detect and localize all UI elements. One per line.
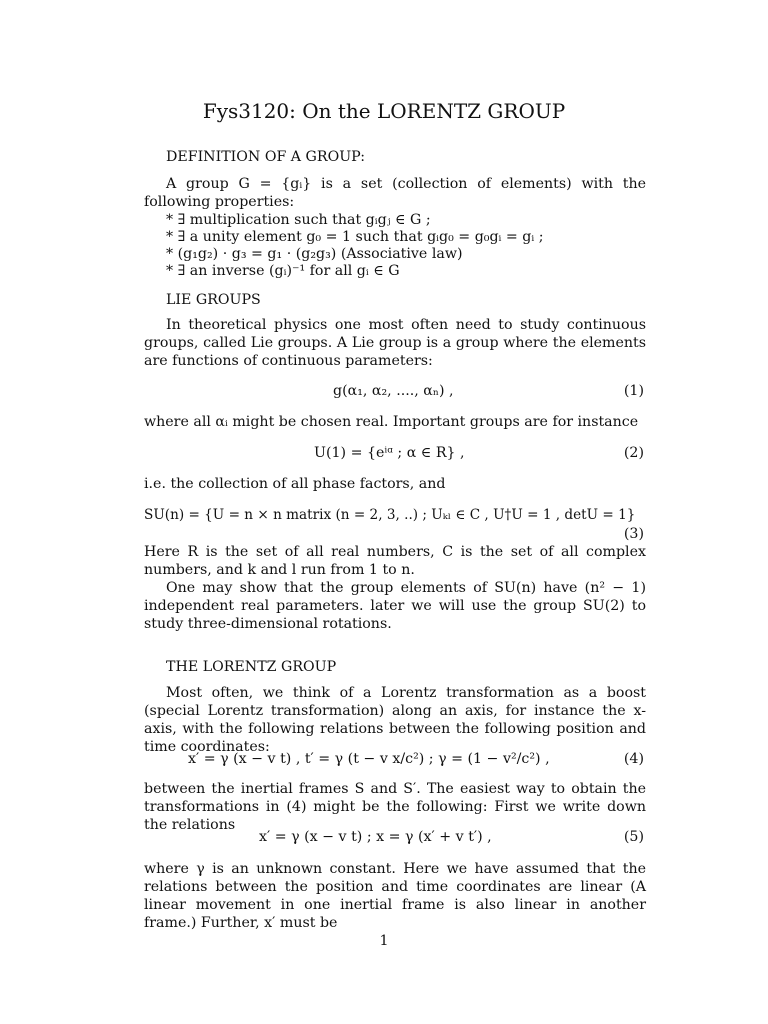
equation-2: U(1) = {eⁱᵅ ; α ∈ R} , bbox=[314, 445, 465, 461]
equation-3-number: (3) bbox=[623, 526, 644, 542]
lie-paragraph-3: i.e. the collection of all phase factors, and bbox=[144, 476, 446, 492]
equation-5-number: (5) bbox=[623, 829, 644, 845]
group-prop-4: * ∃ an inverse (gᵢ)⁻¹ for all gᵢ ∈ G bbox=[166, 263, 400, 279]
page-title: Fys3120: On the LORENTZ GROUP bbox=[202, 99, 566, 123]
section-heading-lie: LIE GROUPS bbox=[166, 292, 261, 308]
group-def-intro: A group G = {gᵢ} is a set (collection of elements) with the following properties: bbox=[144, 176, 646, 210]
equation-4-number: (4) bbox=[623, 751, 644, 767]
group-prop-1: * ∃ multiplication such that gᵢgⱼ ∈ G ; bbox=[166, 212, 431, 228]
section-heading-definition: DEFINITION OF A GROUP: bbox=[166, 149, 365, 165]
section-heading-lorentz: THE LORENTZ GROUP bbox=[166, 659, 337, 675]
lie-paragraph-4: Here R is the set of all real numbers, C is the set of all complex numbers, and k and l run from 1 to n. bbox=[144, 544, 646, 578]
equation-1: g(α₁, α₂, ...., αₙ) , bbox=[333, 383, 454, 399]
lorentz-paragraph-2: between the inertial frames S and S′. The easiest way to obtain the transformations in (4) might be the following: First we write down the relations bbox=[144, 781, 646, 833]
equation-4: x′ = γ (x − v t) , t′ = γ (t − v x/c²) ; γ = (1 − v²/c²) , bbox=[188, 751, 550, 767]
equation-3: SU(n) = {U = n × n matrix (n = 2, 3, ..) ; Uₖₗ ∈ C , U†U = 1 , detU = 1} bbox=[144, 507, 636, 523]
group-prop-3: * (g₁g₂) · g₃ = g₁ · (g₂g₃) (Associative law) bbox=[166, 246, 463, 262]
equation-1-number: (1) bbox=[623, 383, 644, 399]
group-prop-2: * ∃ a unity element g₀ = 1 such that gᵢg₀ = g₀gᵢ = gᵢ ; bbox=[166, 229, 544, 245]
equation-5: x′ = γ (x − v t) ; x = γ (x′ + v t′) , bbox=[259, 829, 492, 845]
lie-paragraph-2: where all αᵢ might be chosen real. Important groups are for instance bbox=[144, 414, 639, 430]
lie-paragraph-1: In theoretical physics one most often need to study continuous groups, called Lie groups. A Lie group is a group where the elements are functions of continuous parameters: bbox=[144, 317, 646, 369]
equation-2-number: (2) bbox=[623, 445, 644, 461]
page-number: 1 bbox=[379, 933, 389, 949]
lie-paragraph-5: One may show that the group elements of SU(n) have (n² − 1) independent real parameters. later we will use the group SU(2) to study three-dimensional rotations. bbox=[144, 580, 646, 632]
lorentz-paragraph-1: Most often, we think of a Lorentz transformation as a boost (special Lorentz transformation) along an axis, for instance the x-axis, with the following relations between the following position and time coordinates: bbox=[144, 685, 646, 755]
lorentz-paragraph-3: where γ is an unknown constant. Here we have assumed that the relations between the position and time coordinates are linear (A linear movement in one inertial frame is also linear in another frame.) Further, x′ must be bbox=[144, 861, 646, 931]
